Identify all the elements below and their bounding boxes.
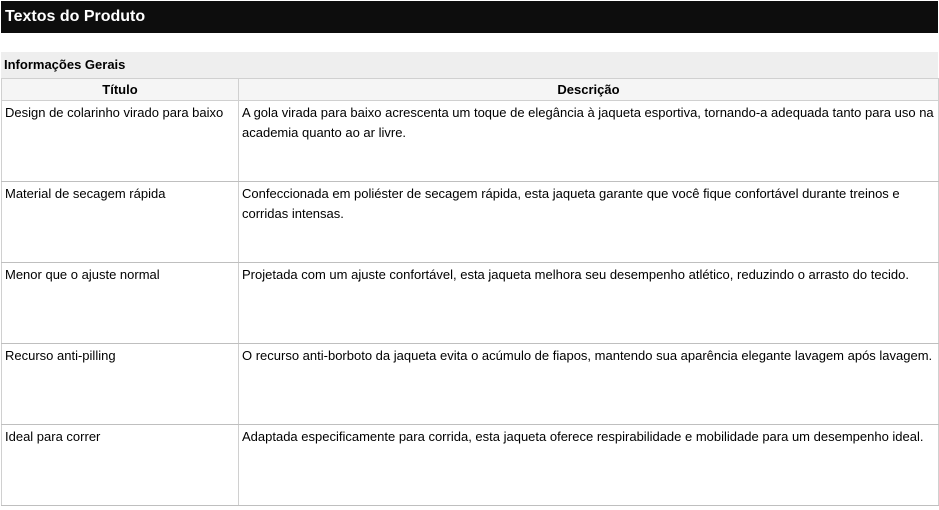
- table-row: [2, 344, 939, 425]
- cell-descricao[interactable]: A gola virada para baixo acrescenta um toque de elegância à jaqueta esportiva, tornando-a adequada tanto para uso na academia quanto ao ar livre.: [239, 101, 939, 182]
- table-row: [2, 263, 939, 344]
- cell-titulo[interactable]: Ideal para correr: [2, 425, 239, 506]
- cell-titulo[interactable]: Design de colarinho virado para baixo: [2, 101, 239, 182]
- table-row: [2, 182, 939, 263]
- column-header-titulo: Título: [2, 79, 239, 101]
- cell-titulo[interactable]: Menor que o ajuste normal: [2, 263, 239, 344]
- page-title: Textos do Produto: [1, 1, 938, 33]
- table-row: [2, 101, 939, 182]
- cell-descricao[interactable]: Confeccionada em poliéster de secagem rápida, esta jaqueta garante que você fique confortável durante treinos e corridas intensas.: [239, 182, 939, 263]
- product-texts-table: [1, 78, 939, 506]
- cell-titulo[interactable]: Material de secagem rápida: [2, 182, 239, 263]
- table-header-row: [2, 79, 939, 101]
- column-header-descricao: Descrição: [239, 79, 939, 101]
- table-row: [2, 425, 939, 506]
- cell-descricao[interactable]: O recurso anti-borboto da jaqueta evita o acúmulo de fiapos, mantendo sua aparência elegante lavagem após lavagem.: [239, 344, 939, 425]
- cell-descricao[interactable]: Adaptada especificamente para corrida, esta jaqueta oferece respirabilidade e mobilidade para um desempenho ideal.: [239, 425, 939, 506]
- section-heading: Informações Gerais: [1, 52, 938, 78]
- cell-titulo[interactable]: Recurso anti-pilling: [2, 344, 239, 425]
- cell-descricao[interactable]: Projetada com um ajuste confortável, esta jaqueta melhora seu desempenho atlético, reduzindo o arrasto do tecido.: [239, 263, 939, 344]
